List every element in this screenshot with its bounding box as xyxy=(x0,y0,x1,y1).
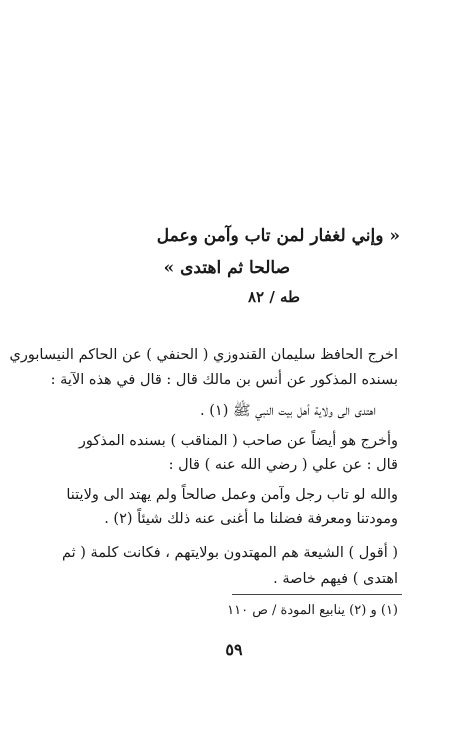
paragraph-2-line-1: وأخرج هو أيضاً عن صاحب ( المناقب ) بسنده المذكور xyxy=(78,433,398,449)
page-number: ٥٩ xyxy=(225,640,243,659)
footnote: (١) و (٢) ينابيع المودة / ص ١١٠ xyxy=(227,603,398,618)
paragraph-3-line-2: اهتدى ) فيهم خاصة . xyxy=(273,571,398,587)
paragraph-2-line-2: قال : عن علي ( رضي الله عنه ) قال : xyxy=(168,457,398,473)
paragraph-2-line-3: والله لو تاب رجل وآمن وعمل صالحاً ولم يهتد الى ولايتنا xyxy=(66,487,398,503)
footnote-divider xyxy=(232,594,402,595)
paragraph-1-line-3: اهتدى الى ولاية أهل بيت النبي ﷺ (١) . xyxy=(200,403,376,419)
paragraph-2-line-4: ومودتنا ومعرفة فضلنا ما أغنى عنه ذلك شيئاً (٢) . xyxy=(104,511,398,527)
verse-line-2: صالحا ثم اهتدى » xyxy=(163,258,290,278)
verse-reference: طه / ٨٢ xyxy=(247,288,300,306)
verse-line-1: « وإني لغفار لمن تاب وآمن وعمل xyxy=(156,226,400,246)
paragraph-3-line-1: ( أقول ) الشيعة هم المهتدون بولايتهم ، فكانت كلمة ( ثم xyxy=(61,545,398,561)
paragraph-1-line-1: اخرج الحافظ سليمان القندوزي ( الحنفي ) عن الحاكم النيسابوري xyxy=(9,347,398,363)
paragraph-1-line-2: بسنده المذكور عن أنس بن مالك قال : قال في هذه الآية : xyxy=(50,372,398,388)
